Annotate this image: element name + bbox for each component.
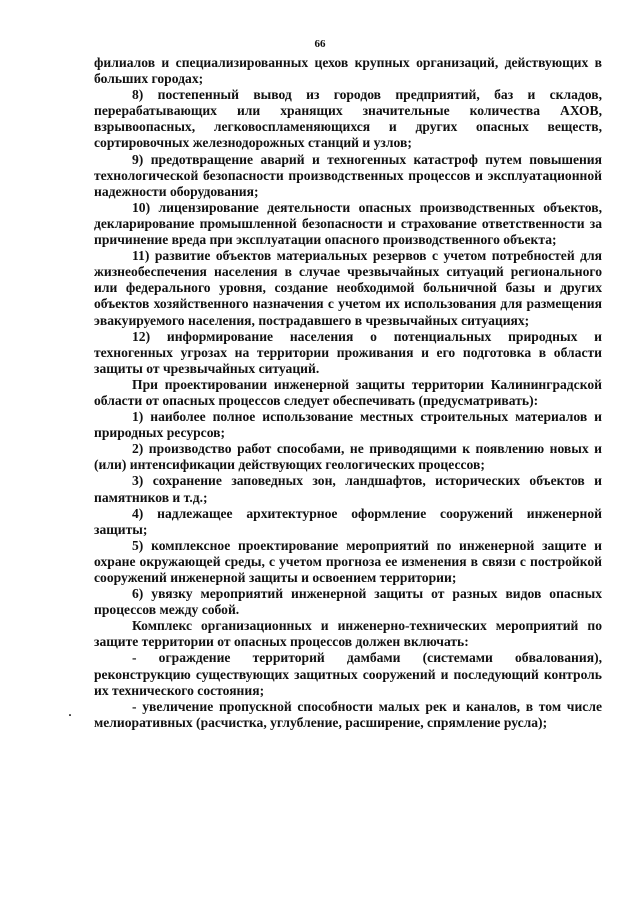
paragraph-design-intro: При проектировании инженерной защиты территории Калининградской области от опасных процессов следует обеспечивать (предусматривать): (94, 376, 602, 408)
list-item-9: 9) предотвращение аварий и техногенных катастроф путем повышения технологической безопасности производственных процессов и эксплуатационной надежности оборудования; (94, 151, 602, 199)
measure-item-rivers: - увеличение пропускной способности малых рек и каналов, в том числе мелиоративных (расчистка, углубление, расширение, спрямление русла); (94, 698, 602, 730)
design-item-3: 3) сохранение заповедных зон, ландшафтов, исторических объектов и памятников и т.д.; (94, 473, 602, 505)
design-item-6: 6) увязку мероприятий инженерной защиты от разных видов опасных процессов между собой. (94, 586, 602, 618)
design-item-2: 2) производство работ способами, не приводящими к появлению новых и (или) интенсификации действующих геологических процессов; (94, 441, 602, 473)
list-item-8: 8) постепенный вывод из городов предприятий, баз и складов, перерабатывающих или хранящих значительные количества АХОВ, взрывоопасных, легковоспламеняющихся и других опасных веществ, сортировочных железнодорожных станций и узлов; (94, 87, 602, 151)
paragraph-measures-intro: Комплекс организационных и инженерно-технических мероприятий по защите территории от опасных процессов должен включать: (94, 618, 602, 650)
measure-item-dams: - ограждение территорий дамбами (системами обвалования), реконструкцию существующих защитных сооружений и последующий контроль их технического состояния; (94, 650, 602, 698)
design-item-4: 4) надлежащее архитектурное оформление сооружений инженерной защиты; (94, 505, 602, 537)
design-item-5: 5) комплексное проектирование мероприятий по инженерной защите и охране окружающей среды, с учетом прогноза ее изменения в связи с постройкой сооружений инженерной защиты и освоением территории; (94, 537, 602, 585)
document-body (94, 55, 602, 731)
list-item-11: 11) развитие объектов материальных резервов с учетом потребностей для жизнеобеспечения населения в случае чрезвычайных ситуаций регионального или федерального уровня, создание необходимой больничной базы и других объектов хозяйственного назначения с учетом их использования для размещения эвакуируемого населения, пострадавшего в чрезвычайных ситуациях; (94, 248, 602, 328)
list-item-10: 10) лицензирование деятельности опасных производственных объектов, декларирование промышленной безопасности и страхование ответственности за причинение вреда при эксплуатации опасного производственного объекта; (94, 199, 602, 248)
scan-mark: · (68, 708, 73, 722)
page-number: 66 (314, 38, 326, 50)
list-item-12: 12) информирование населения о потенциальных природных и техногенных угрозах на территории проживания и его подготовка в области защиты от чрезвычайных ситуаций. (94, 328, 602, 376)
design-item-1: 1) наиболее полное использование местных строительных материалов и природных ресурсов; (94, 409, 602, 441)
paragraph-continuation: филиалов и специализированных цехов крупных организаций, действующих в больших городах; (94, 55, 602, 87)
